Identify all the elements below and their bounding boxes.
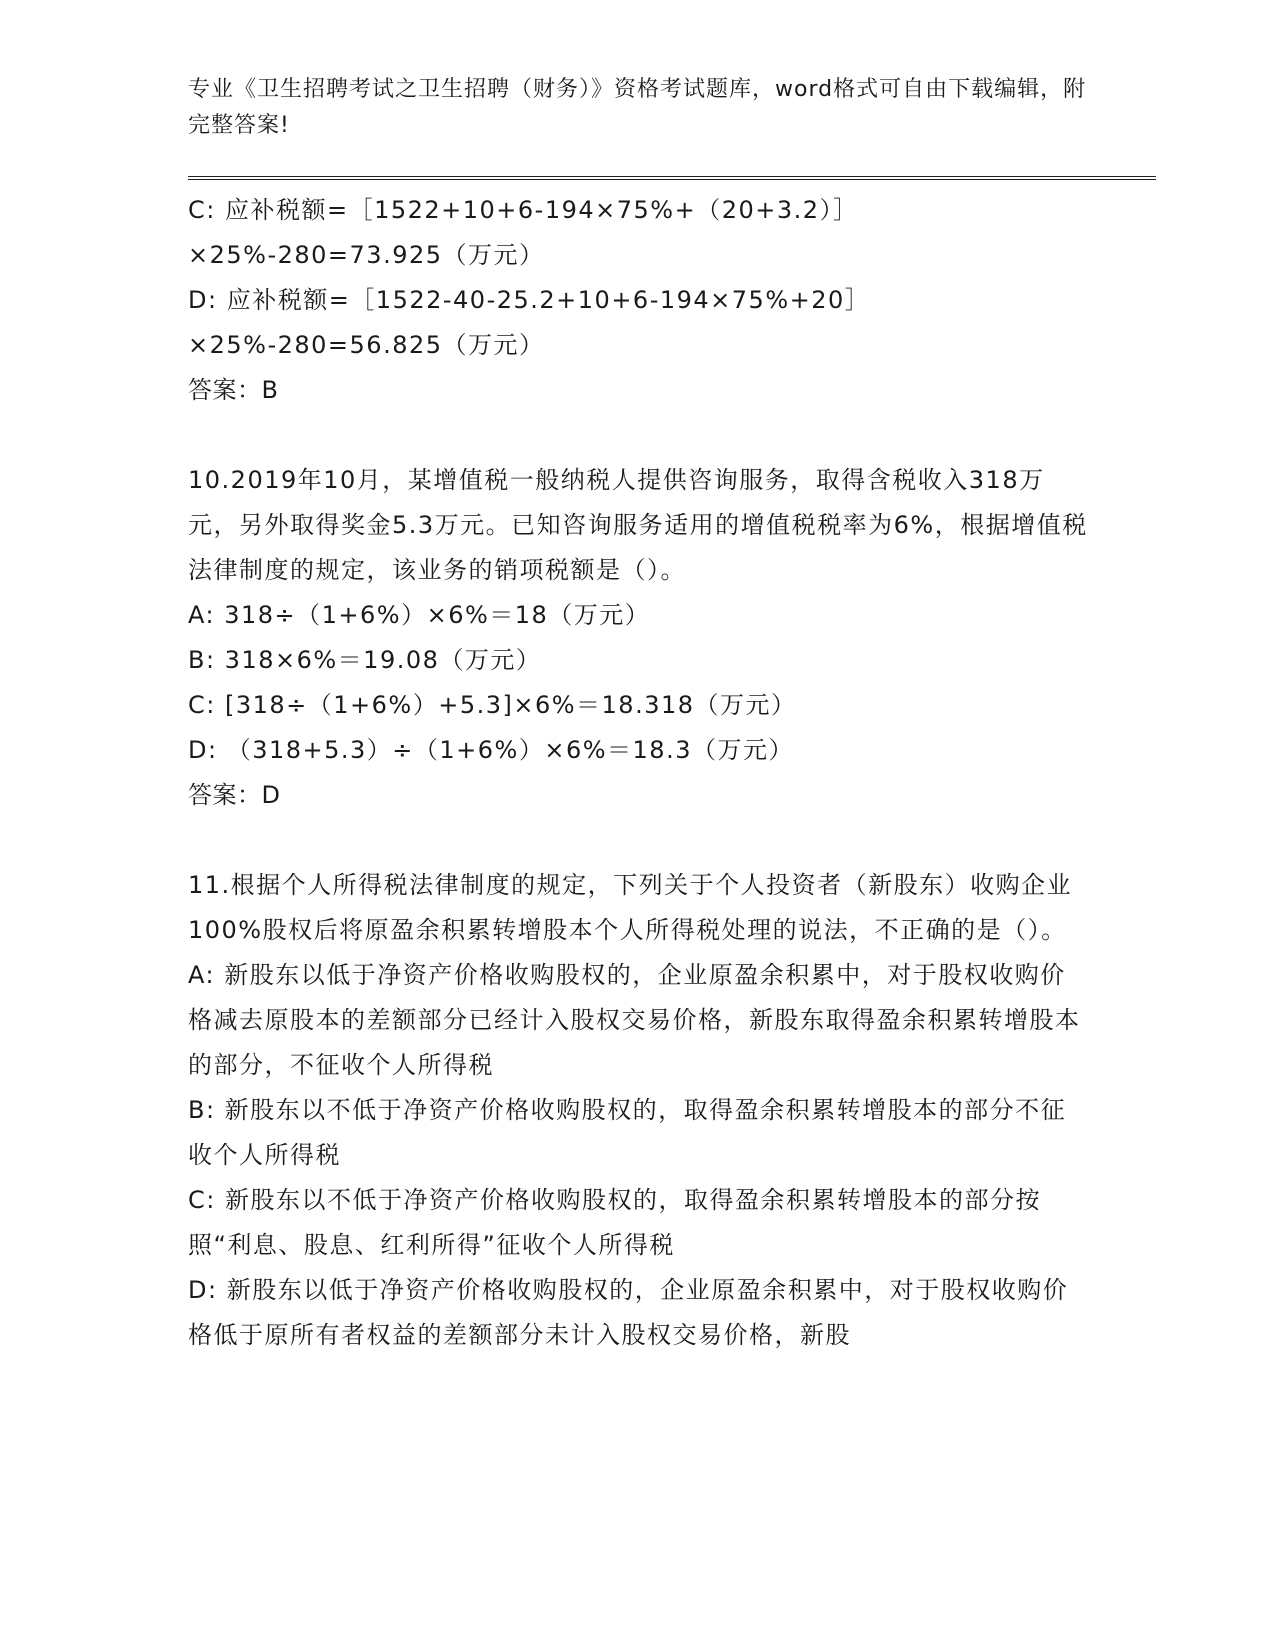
prev-option-c: C: 应补税额=［1522+10+6-194×75%+（20+3.2）］×25%-280=73.925（万元） — [188, 196, 859, 269]
spacer — [188, 818, 1088, 863]
q11-option-c: C: 新股东以不低于净资产价格收购股权的，取得盈余积累转增股本的部分按照“利息、股息、红利所得”征收个人所得税 — [188, 1186, 1041, 1259]
prev-answer: 答案：B — [188, 376, 279, 404]
q10-option-c: C: [318÷（1+6%）+5.3]×6%＝18.318（万元） — [188, 691, 797, 719]
q10-option-d: D: （318+5.3）÷（1+6%）×6%＝18.3（万元） — [188, 736, 794, 764]
q10-option-b: B: 318×6%＝19.08（万元） — [188, 646, 542, 674]
q11-option-a: A: 新股东以低于净资产价格收购股权的，企业原盈余积累中，对于股权收购价格减去原股本的差额部分已经计入股权交易价格，新股东取得盈余积累转增股本的部分，不征收个人所得税 — [188, 961, 1081, 1079]
q10-option-a: A: 318÷（1+6%）×6%＝18（万元） — [188, 601, 651, 629]
q11-option-b: B: 新股东以不低于净资产价格收购股权的，取得盈余积累转增股本的部分不征收个人所得税 — [188, 1096, 1067, 1169]
spacer — [188, 413, 1088, 458]
question-content — [188, 188, 1088, 1358]
q11-option-d: D: 新股东以低于净资产价格收购股权的，企业原盈余积累中，对于股权收购价格低于原所有者权益的差额部分未计入股权交易价格，新股 — [188, 1276, 1069, 1349]
q10-stem: 10.2019年10月，某增值税一般纳税人提供咨询服务，取得含税收入318万元，另外取得奖金5.3万元。已知咨询服务适用的增值税税率为6%，根据增值税法律制度的规定，该业务的销项税额是（）。 — [188, 466, 1088, 584]
q10-answer: 答案：D — [188, 781, 281, 809]
header-divider — [188, 176, 1156, 180]
document-header: 专业《卫生招聘考试之卫生招聘（财务）》资格考试题库，word格式可自由下载编辑，附完整答案! — [188, 77, 1087, 138]
q11-stem: 11.根据个人所得税法律制度的规定，下列关于个人投资者（新股东）收购企业100%股权后将原盈余积累转增股本个人所得税处理的说法，不正确的是（）。 — [188, 871, 1073, 944]
prev-option-d: D: 应补税额=［1522-40-25.2+10+6-194×75%+20］×25%-280=56.825（万元） — [188, 286, 871, 359]
